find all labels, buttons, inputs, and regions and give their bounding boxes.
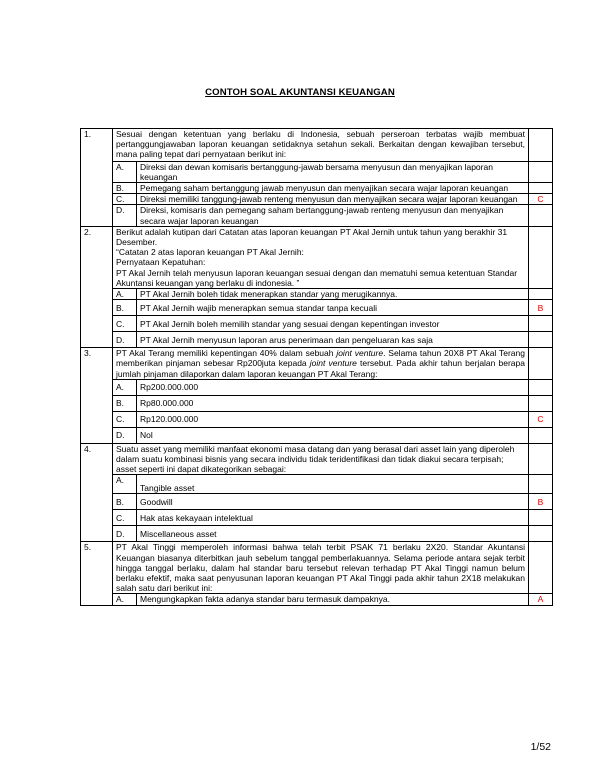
question-line: PT Akal Jernih telah menyusun laporan keuangan sesuai dengan dan mematuhi semua ketentuan Standar Akuntansi keuangan yang berlaku di indonesia. ”	[116, 267, 518, 288]
question-line: Pernyataan Kepatuhan:	[116, 257, 206, 268]
question-number: 2.	[81, 226, 113, 347]
question-2-stem-row	[81, 226, 553, 288]
question-1-stem-row	[81, 129, 553, 162]
option-text: Rp200.000.000	[137, 379, 529, 395]
question-text	[113, 226, 529, 288]
option-letter: B.	[113, 494, 137, 510]
answer-mark	[529, 526, 553, 542]
option-text: Direksi dan dewan komisaris bertanggung-jawab bersama menyusun dan menyajikan laporan keuangan	[137, 161, 529, 182]
question-number: 1.	[81, 129, 113, 227]
answer-mark	[529, 332, 553, 348]
option-letter: A.	[113, 475, 137, 494]
answer-mark	[529, 183, 553, 194]
option-letter: D.	[113, 205, 137, 226]
question-text: PT Akal Tinggi memperoleh informasi bahwa telah terbit PSAK 71 berlaku 2X20. Standar Akuntansi Keuangan biasanya diterbitkan jauh sebelum tanggal pemberlakuannya. Selama periode antara sejak terbit hingga tanggal berlaku, dalam hal standar baru tersebut relevan terhadap PT Akal Tinggi namun belum berlaku efektif, maka saat penyusunan laporan keuangan PT Akal Tinggi pada akhir tahun 2X18 melakukan salah satu dari berikut ini:	[113, 542, 529, 594]
option-letter: A.	[113, 594, 137, 605]
text-part-italic: joint venture	[309, 358, 357, 369]
option-letter: C.	[113, 194, 137, 205]
option-letter: D.	[113, 427, 137, 443]
option-row	[81, 510, 553, 526]
option-text: Direksi, komisaris dan pemegang saham bertanggung-jawab renteng menyusun dan menyajikan secara wajar laporan keuangan	[137, 205, 529, 226]
text-part: PT Akal Terang memiliki kepentingan 40% dalam sebuah	[116, 348, 337, 359]
option-letter: D.	[113, 526, 137, 542]
option-row	[81, 594, 553, 605]
option-row	[81, 289, 553, 300]
question-table	[80, 128, 553, 606]
option-text: PT Akal Jernih menyusun laporan arus penerimaan dan pengeluaran kas saja	[137, 332, 529, 348]
answer-mark: A	[529, 594, 553, 605]
question-5-stem-row	[81, 542, 553, 594]
option-letter: D.	[113, 332, 137, 348]
option-row	[81, 395, 553, 411]
option-letter: B.	[113, 395, 137, 411]
page-number: 1/52	[530, 741, 551, 753]
option-text: Hak atas kekayaan intelektual	[137, 510, 529, 526]
question-text: Sesuai dengan ketentuan yang berlaku di Indonesia, sebuah perseroan terbatas wajib membuat pertanggungjawaban laporan keuangan setidaknya setahun sekali. Berkaitan dengan kewajiban tersebut, mana paling tepat dari pernyataan berikut ini:	[113, 129, 529, 162]
option-row	[81, 494, 553, 510]
option-letter: C.	[113, 510, 137, 526]
option-row	[81, 475, 553, 494]
question-3-stem-row	[81, 348, 553, 380]
option-letter: A.	[113, 289, 137, 300]
question-number: 3.	[81, 348, 113, 444]
answer-mark	[529, 161, 553, 182]
answer-mark: B	[529, 300, 553, 316]
answer-mark	[529, 475, 553, 494]
answer-mark	[529, 316, 553, 332]
option-row	[81, 332, 553, 348]
option-row	[81, 183, 553, 194]
option-text: Miscellaneous asset	[137, 526, 529, 542]
option-row	[81, 427, 553, 443]
question-number: 4.	[81, 443, 113, 542]
option-letter: C.	[113, 411, 137, 427]
text-part: . Selama tahun 20X8 PT Akal Terang memberikan pinjaman sebesar Rp200juta kepada	[116, 348, 525, 369]
question-text	[113, 348, 529, 380]
text-part: tersebut. Pada akhir tahun berjalan berapa jumlah pinjaman dilaporkan dalam laporan keuangan PT Akal Terang:	[116, 358, 525, 379]
question-line: Berikut adalah kutipan dari Catatan atas laporan keuangan PT Akal Jernih untuk tahun yang berakhir 31 Desember.	[116, 226, 508, 248]
document-title: CONTOH SOAL AKUNTANSI KEUANGAN	[205, 87, 395, 98]
option-row	[81, 205, 553, 226]
option-letter: A.	[113, 379, 137, 395]
option-text: Nol	[137, 427, 529, 443]
option-text: PT Akal Jernih boleh tidak menerapkan standar yang merugikannya.	[137, 289, 529, 300]
option-text: Rp80.000.000	[137, 395, 529, 411]
option-letter: B.	[113, 300, 137, 316]
option-letter: A.	[113, 161, 137, 182]
option-row	[81, 161, 553, 182]
option-row	[81, 526, 553, 542]
option-text: Pemegang saham bertanggung jawab menyusun dan menyajikan secara wajar laporan keuangan	[137, 183, 529, 194]
answer-mark	[529, 510, 553, 526]
option-text: Direksi memiliki tanggung-jawab renteng menyusun dan menyajikan secara wajar laporan keuangan	[137, 194, 529, 205]
option-text: Rp120.000.000	[137, 411, 529, 427]
answer-mark	[529, 395, 553, 411]
answer-mark	[529, 379, 553, 395]
option-letter: B.	[113, 183, 137, 194]
answer-mark: C	[529, 411, 553, 427]
answer-mark: B	[529, 494, 553, 510]
question-number: 5.	[81, 542, 113, 605]
option-text: Tangible asset	[137, 475, 529, 494]
question-line: “Catatan 2 atas laporan keuangan PT Akal Jernih:	[116, 247, 304, 258]
text-part-italic: joint venture	[336, 348, 384, 359]
answer-mark	[529, 289, 553, 300]
option-text: PT Akal Jernih wajib menerapkan semua standar tanpa kecuali	[137, 300, 529, 316]
answer-mark	[529, 427, 553, 443]
option-letter: C.	[113, 316, 137, 332]
question-4-stem-row	[81, 443, 553, 475]
answer-mark	[529, 205, 553, 226]
option-text: Mengungkapkan fakta adanya standar baru termasuk dampaknya.	[137, 594, 529, 605]
option-row	[81, 411, 553, 427]
option-row	[81, 379, 553, 395]
option-row	[81, 316, 553, 332]
option-row	[81, 300, 553, 316]
option-text: PT Akal Jernih boleh memilih standar yang sesuai dengan kepentingan investor	[137, 316, 529, 332]
option-text: Goodwill	[137, 494, 529, 510]
question-text: Suatu asset yang memiliki manfaat ekonomi masa datang dan yang berasal dari asset lain yang diperoleh dalam suatu kombinasi bisnis yang secara individu tidak teridentifikasi dan tidak diakui secara terpisah; asset seperti ini dapat dikategorikan sebagai:	[113, 443, 529, 475]
answer-mark: C	[529, 194, 553, 205]
option-row	[81, 194, 553, 205]
